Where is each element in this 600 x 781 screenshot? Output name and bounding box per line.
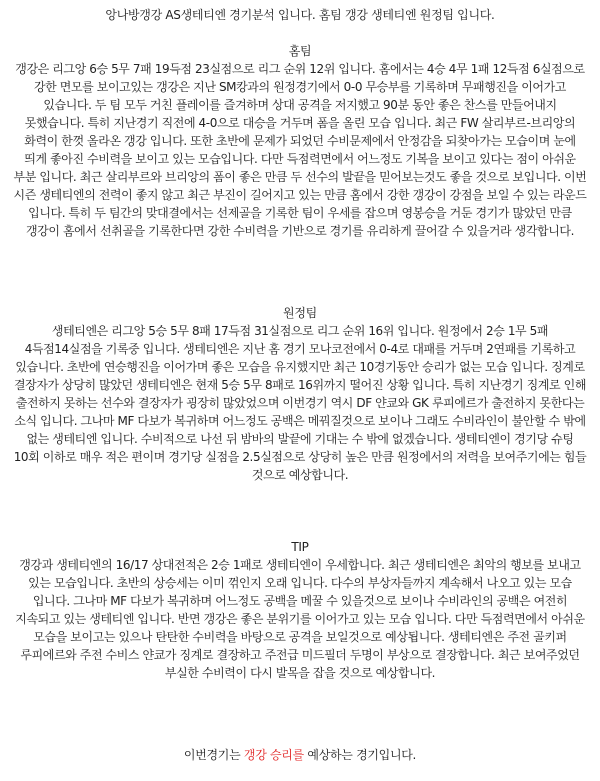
tip-heading: TIP — [291, 540, 309, 554]
tip-analysis: 갱강과 생테티엔의 16/17 상대전적은 2승 1패로 생테티엔이 우세합니다. 최근 생테티엔은 최악의 행보를 보내고 있는 모습입니다. 초반의 상승세는 이미 꺾인지 오래 입니다. 다수의 부상자들까지 계속해서 나오고 있는 모습 입니다. 그나마 MF 다보가 복귀하며 어느정도 공백을 메꿀 수 있을것으로 보이나 수비라인의 공백은 여전히 지속되고 있는 생테티엔 입니다. 반면 갱강은 좋은 분위기를 이어가고 있는 모습 입니다. 다만 득점력면에서 아쉬운 모습을 보이고는 있으나 탄탄한 수비력을 바탕으로 공격을 보일것으로 예상됩니다. 생테티엔은 주전 골키퍼 루피에르와 주전 수비스 얀쿄가 징계로 결장하고 주전급 미드필더 두명이 부상으로 결장합니다. 최근 보여주었던 부실한 수비력이 다시 발목을 잡을 것으로 예상합니다. — [15, 558, 585, 680]
away-team-heading: 원정팀 — [283, 306, 317, 320]
home-team-analysis: 갱강은 리그앙 6승 5무 7패 19득점 23실점으로 리그 순위 12위 입니다. 홈에서는 4승 4무 1패 12득점 6실점으로 강한 면모를 보이고있는 갱강은 지난 SM캉과의 원정경기에서 0-0 무승부를 기록하며 무패행진을 이어가고 있습니다. 두 팀 모두 거친 플레이를 즐겨하며 상대 공격을 저지했고 90분 동안 좋은 찬스를 만들어내지 못했습니다. 특히 지난경기 직전에 4-0으로 대승을 거두며 폼을 올린 모습 입니다. 최근 FW 살리부르-브리앙의 화력이 한껏 올라온 갱강 입니다. 또한 초반에 문제가 되었던 수비문제에서 안정감을 되찾아가는 모습이며 눈에 띄게 좋아진 수비력을 보이고 있는 모습입니다. 다만 득점력면에서 어느정도 기복을 보이고 있다는 점이 아쉬운 부분 입니다. 최근 살리부르와 브리앙의 폼이 좋은 만큼 두 선수의 발끝을 믿어보는것도 좋을 것으로 보입니다. 이번 시즌 생테티엔의 전력이 좋지 않고 최근 부진이 길어지고 있는 만큼 홈에서 강한 갱강이 강점을 보일 수 있는 라운드 입니다. 특히 두 팀간의 맞대결에서는 선제골을 기록한 팀이 우세를 잡으며 영봉승을 거둔 경기가 많았던 만큼 갱강이 홈에서 선취골을 기록한다면 강한 수비력을 기반으로 경기를 유리하게 끌어갈 수 있을거라 생각합니다. — [13, 62, 587, 238]
prediction-prefix: 이번경기는 — [183, 748, 244, 762]
prediction-suffix: 예상하는 경기입니다. — [303, 748, 417, 762]
away-team-analysis: 생테티엔은 리그앙 5승 5무 8패 17득점 31실점으로 리그 순위 16위 입니다. 원정에서 2승 1무 5패 4득점14실점을 기록중 입니다. 생테티엔은 지난 홈 경기 모나코전에서 0-4로 대패를 거두며 2연패를 기록하고 있습니다. 초반에 연승행진을 이어가며 좋은 모습을 유지했지만 최근 10경기동안 승리가 없는 모습 입니다. 징계로 결장자가 상당히 많았던 생테티엔은 현재 5승 5무 8패로 16위까지 떨어진 상황 입니다. 특히 지난경기 징계로 인해 출전하지 못하는 선수와 결장자가 굉장히 많았었으며 이번경기 역시 DF 얀쿄와 GK 루피에르가 출전하지 못한다는 소식 입니다. 그나마 MF 다보가 복귀하며 어느정도 공백은 메꿔질것으로 보이나 그래도 수비라인이 불안할 수 밖에 없는 생테티엔 입니다. 수비적으로 나선 뒤 밤바의 발끝에 기대는 수 밖에 없겠습니다. 생테티엔이 경기당 슈팅 10회 이하로 매우 적은 편이며 경기당 실점을 2.5실점으로 상당히 높은 만큼 원정에서의 저력을 보여주기에는 힘들 것으로 예상합니다. — [13, 324, 587, 482]
prediction-highlight: 갱강 승리를 — [243, 748, 304, 762]
away-team-section — [12, 304, 588, 484]
home-team-section — [12, 42, 588, 240]
tip-section — [12, 538, 588, 682]
prediction-line — [0, 746, 600, 764]
intro-line: 앙나방갱강 AS생테티엔 경기분석 입니다. 홈팀 갱강 생테티엔 원정팀 입니다. — [105, 8, 495, 22]
home-team-heading: 홈팀 — [288, 44, 312, 58]
